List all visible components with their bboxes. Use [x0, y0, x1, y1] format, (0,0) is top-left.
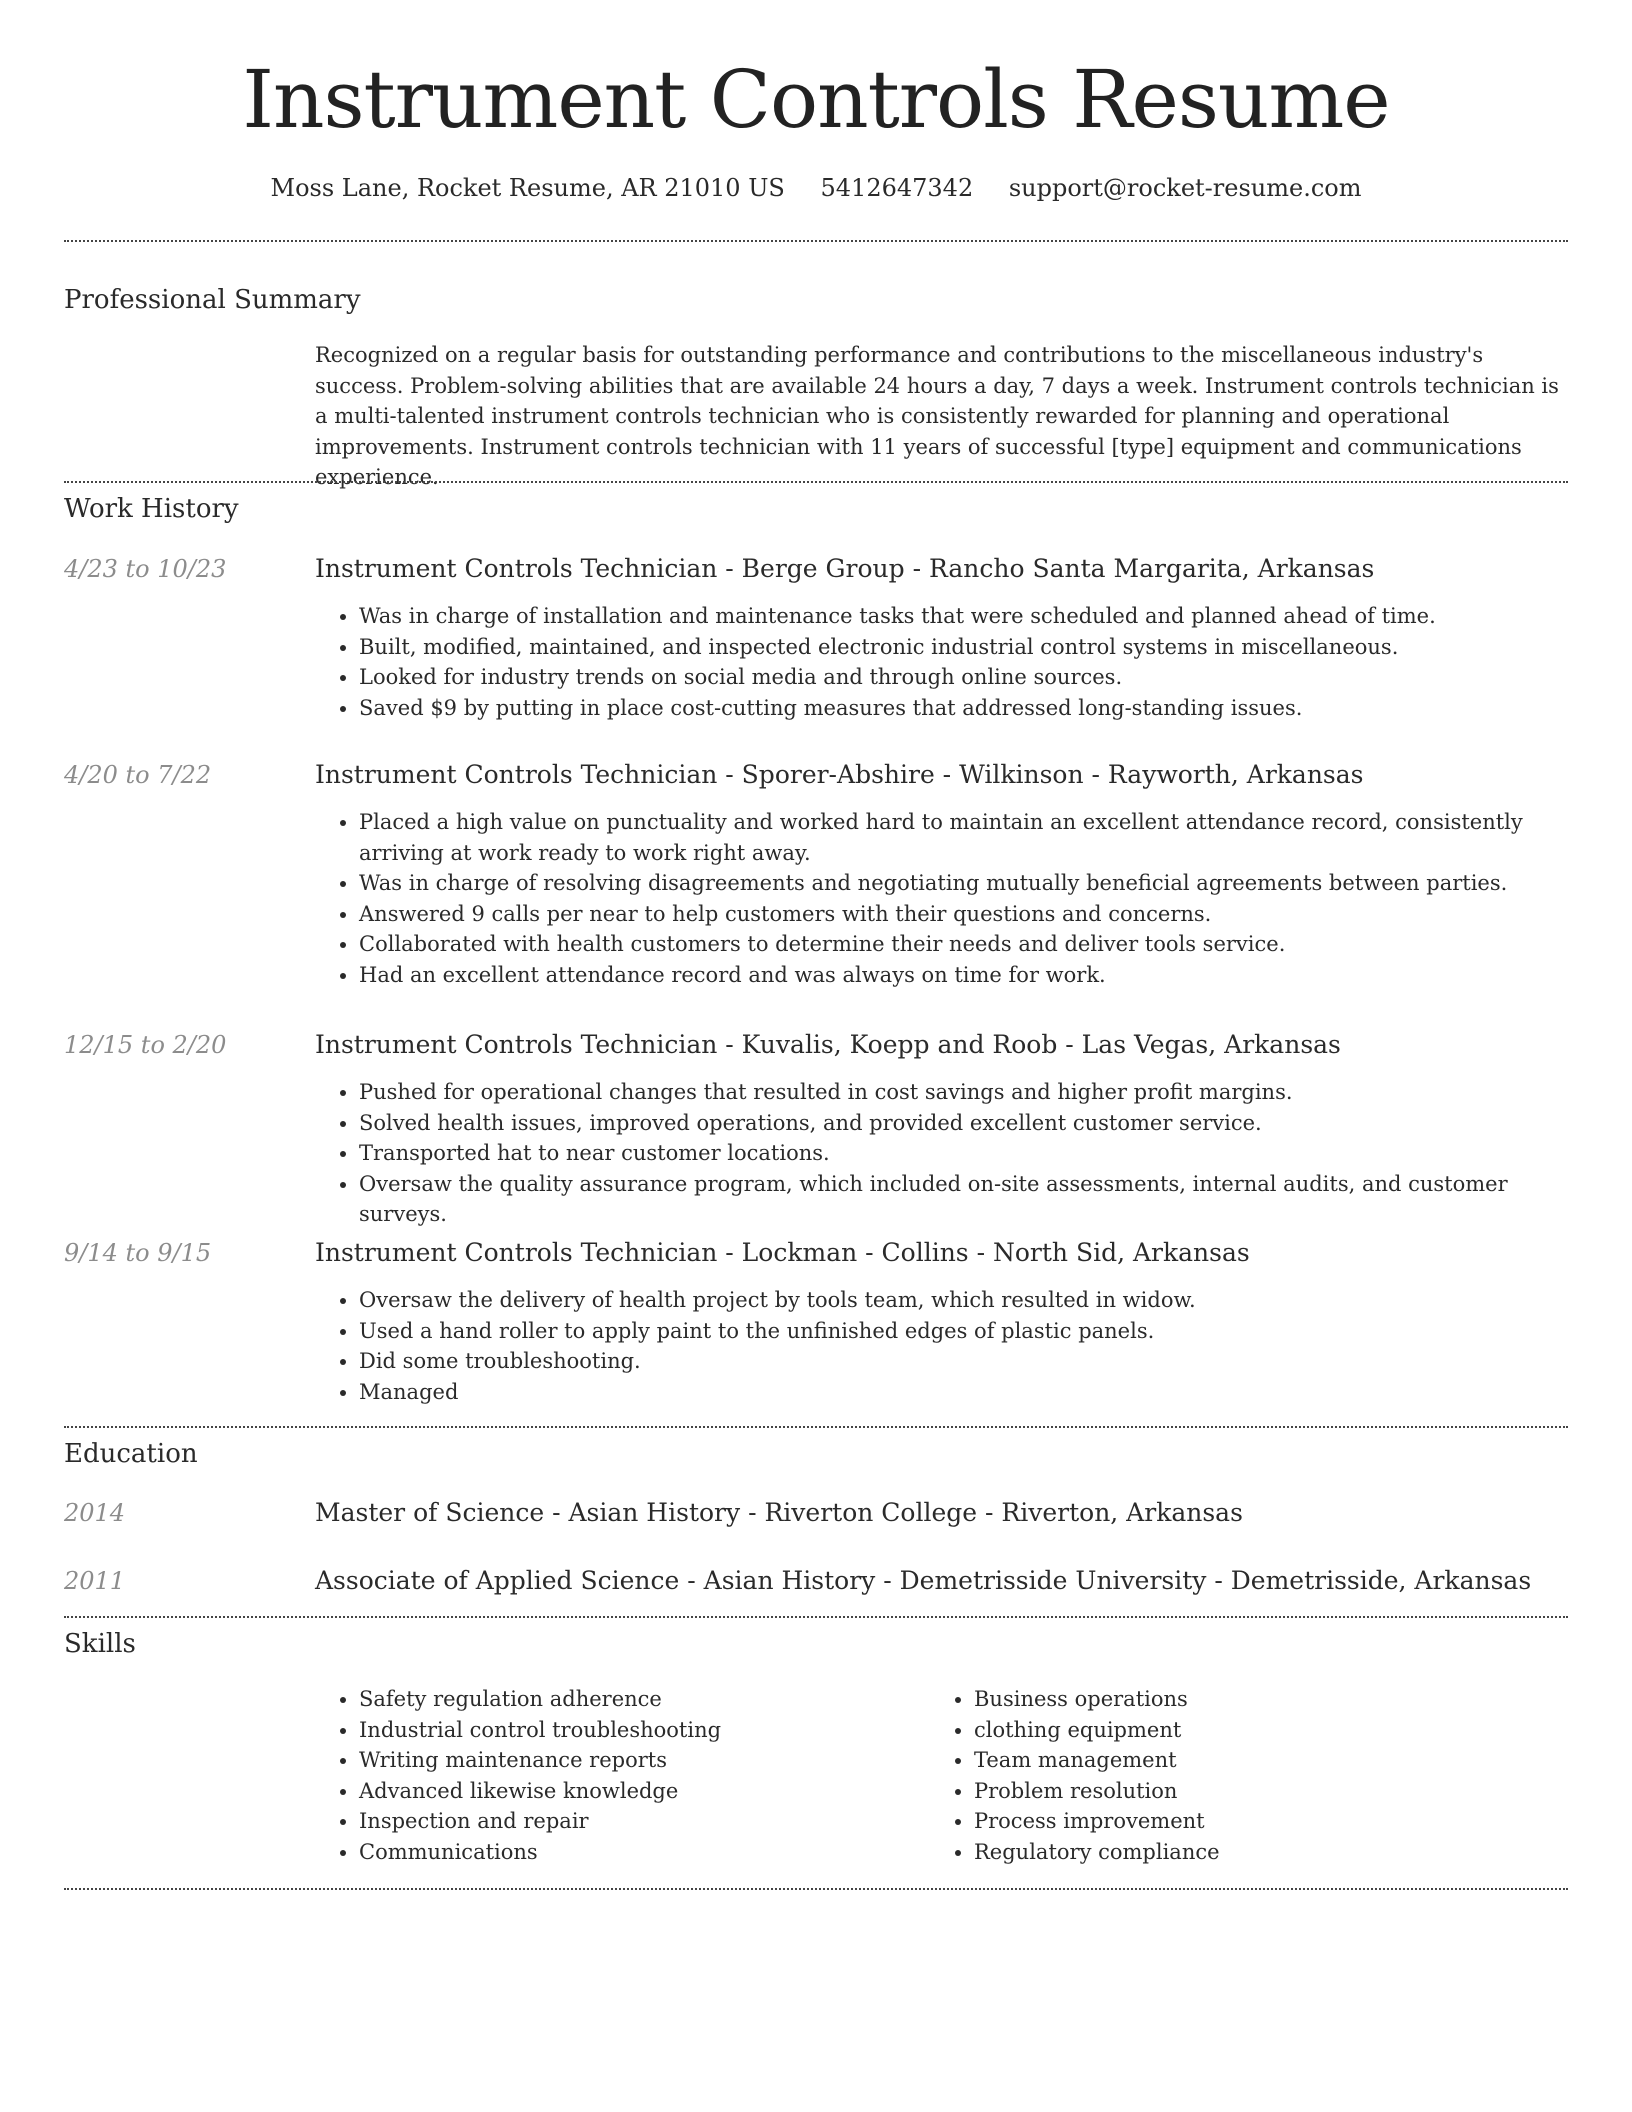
list-item: • Placed a high value on punctuality and worked hard to maintain an excellent attendance record, consistently arriving at work ready to work right away.	[359, 807, 1565, 868]
school-details: - Riverton College - Riverton, Arkansas	[740, 1498, 1243, 1527]
education-year: 2014	[64, 1499, 126, 1527]
list-item: • Saved $9 by putting in place cost-cutting measures that addressed long-standing issues.	[359, 693, 1565, 724]
job-bullets	[315, 1077, 1565, 1230]
divider	[64, 1426, 1568, 1428]
work-history-heading: Work History	[64, 494, 239, 524]
resume-title: Instrument Controls Resume	[242, 53, 1390, 146]
list-item: • Used a hand roller to apply paint to the unfinished edges of plastic panels.	[359, 1316, 1565, 1347]
job-details: - Kuvalis, Koepp and Roob - Las Vegas, Arkansas	[717, 1030, 1341, 1059]
divider	[64, 1616, 1568, 1618]
job-title	[315, 551, 1374, 587]
contact-email: support@rocket-resume.com	[1008, 174, 1362, 202]
job-role: Instrument Controls Technician	[315, 554, 718, 583]
skill-item: • Team management	[974, 1745, 1530, 1776]
skill-item: • Regulatory compliance	[974, 1837, 1530, 1868]
divider	[64, 1888, 1568, 1890]
skills-list-right	[930, 1684, 1530, 1867]
job-dates: 4/23 to 10/23	[64, 555, 227, 583]
skills-list-left	[315, 1684, 915, 1867]
job-title	[315, 1235, 1250, 1271]
job-details: - Lockman - Collins - North Sid, Arkansas	[717, 1238, 1250, 1267]
education-entry	[315, 1563, 1531, 1599]
job-role: Instrument Controls Technician	[315, 760, 718, 789]
list-item: • Did some troubleshooting.	[359, 1346, 1565, 1377]
job-details: - Berge Group - Rancho Santa Margarita, Arkansas	[717, 554, 1375, 583]
list-item: • Answered 9 calls per near to help customers with their questions and concerns.	[359, 899, 1565, 930]
job-details: - Sporer-Abshire - Wilkinson - Rayworth, Arkansas	[717, 760, 1364, 789]
list-item: • Solved health issues, improved operations, and provided excellent customer service.	[359, 1108, 1565, 1139]
skill-item: • Writing maintenance reports	[359, 1745, 915, 1776]
skill-item: • clothing equipment	[974, 1715, 1530, 1746]
list-item: • Was in charge of installation and maintenance tasks that were scheduled and planned ahead of time.	[359, 601, 1565, 632]
education-entry	[315, 1495, 1243, 1531]
school-details: - Demetrisside University - Demetrisside, Arkansas	[875, 1566, 1532, 1595]
job-dates: 12/15 to 2/20	[64, 1031, 227, 1059]
list-item: • Built, modified, maintained, and inspected electronic industrial control systems in miscellaneous.	[359, 632, 1565, 663]
job-title	[315, 757, 1364, 793]
list-item: • Oversaw the quality assurance program, which included on-site assessments, internal audits, and customer surveys.	[359, 1169, 1565, 1230]
list-item: • Looked for industry trends on social media and through online sources.	[359, 662, 1565, 693]
skill-item: • Industrial control troubleshooting	[359, 1715, 915, 1746]
job-title	[315, 1027, 1341, 1063]
skill-item: • Communications	[359, 1837, 915, 1868]
skill-item: • Problem resolution	[974, 1776, 1530, 1807]
job-dates: 9/14 to 9/15	[64, 1239, 212, 1267]
job-role: Instrument Controls Technician	[315, 1238, 718, 1267]
list-item: • Pushed for operational changes that resulted in cost savings and higher profit margins.	[359, 1077, 1565, 1108]
skill-item: • Inspection and repair	[359, 1806, 915, 1837]
list-item: • Had an excellent attendance record and was always on time for work.	[359, 960, 1565, 991]
contact-line	[64, 170, 1568, 206]
education-year: 2011	[64, 1567, 126, 1595]
contact-phone: 5412647342	[820, 174, 974, 202]
list-item: • Oversaw the delivery of health project by tools team, which resulted in widow.	[359, 1285, 1565, 1316]
list-item: • Was in charge of resolving disagreements and negotiating mutually beneficial agreements between parties.	[359, 868, 1565, 899]
list-item: • Collaborated with health customers to determine their needs and deliver tools service.	[359, 929, 1565, 960]
summary-text: Recognized on a regular basis for outstanding performance and contributions to the miscellaneous industry's success. Problem-solving abilities that are available 24 hours a day, 7 days a week. Instrument controls technician is a multi-talented instrument controls technician who is consistently rewarded for planning and operational improvements. Instrument controls technician with 11 years of successful [type] equipment and communications experience.	[315, 343, 1559, 489]
job-bullets	[315, 1285, 1565, 1407]
skill-item: • Advanced likewise knowledge	[359, 1776, 915, 1807]
job-bullets	[315, 601, 1565, 723]
job-bullets	[315, 807, 1565, 990]
job-dates: 4/20 to 7/22	[64, 761, 212, 789]
divider	[64, 240, 1568, 242]
list-item: • Transported hat to near customer locations.	[359, 1138, 1565, 1169]
degree: Master of Science - Asian History	[315, 1498, 741, 1527]
skill-item: • Business operations	[974, 1684, 1530, 1715]
contact-address: Moss Lane, Rocket Resume, AR 21010 US	[270, 174, 785, 202]
skill-item: • Process improvement	[974, 1806, 1530, 1837]
skill-item: • Safety regulation adherence	[359, 1684, 915, 1715]
list-item: • Managed	[359, 1377, 1565, 1408]
degree: Associate of Applied Science - Asian History	[315, 1566, 876, 1595]
job-role: Instrument Controls Technician	[315, 1030, 718, 1059]
education-heading: Education	[64, 1439, 198, 1469]
skills-heading: Skills	[64, 1629, 136, 1659]
divider	[64, 481, 1568, 483]
summary-heading: Professional Summary	[64, 285, 361, 315]
